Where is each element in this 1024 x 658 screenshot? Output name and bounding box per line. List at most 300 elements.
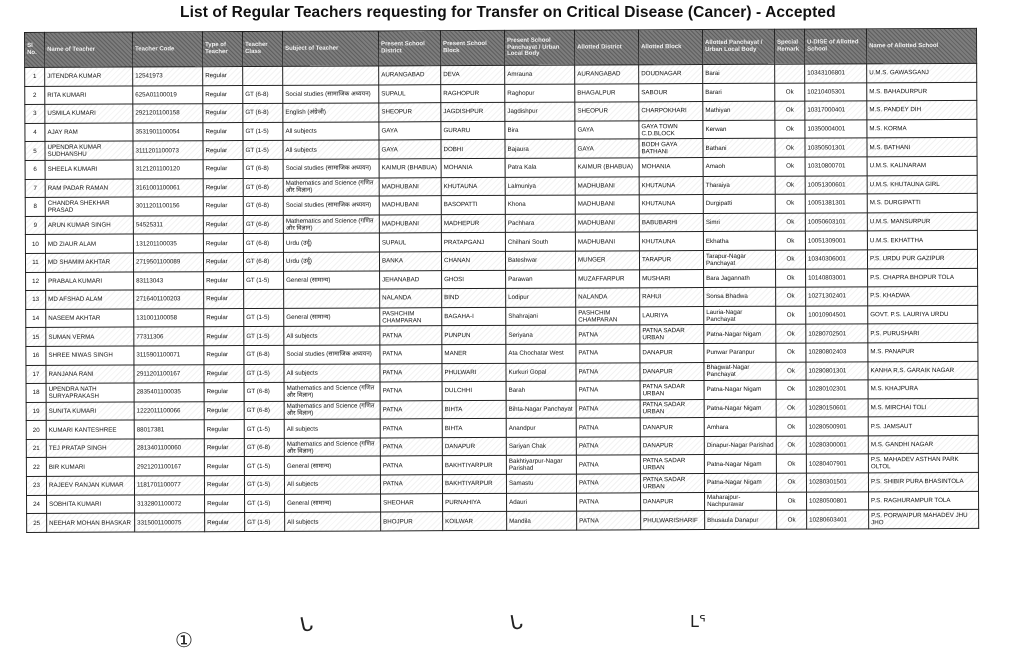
table-cell: PATNA: [380, 326, 442, 345]
table-cell: Ok: [776, 399, 806, 418]
table-cell: Regular: [204, 457, 244, 476]
table-cell: CHANDRA SHEKHAR PRASAD: [45, 197, 133, 216]
table-cell: GT (1-5): [244, 271, 284, 290]
column-header: Type of Teacher: [203, 32, 243, 67]
table-cell: GT (1-5): [243, 141, 283, 160]
table-row: [27, 510, 979, 533]
table-cell: All subjects: [283, 122, 379, 141]
table-cell: DANAPUR: [442, 437, 506, 456]
table-cell: SUPAUL: [379, 84, 441, 103]
table-cell: M.S. KHAJPURA: [868, 379, 978, 398]
table-cell: 10271302401: [806, 287, 868, 306]
table-cell: PATNA: [380, 345, 442, 364]
table-cell: GT (6-8): [243, 104, 283, 123]
table-cell: All subjects: [284, 326, 380, 345]
table-cell: Regular: [203, 141, 243, 160]
table-cell: Lodipur: [506, 288, 576, 307]
table-cell: Regular: [204, 345, 244, 364]
table-cell: Simri: [703, 213, 775, 232]
table-cell: 1: [25, 67, 45, 86]
table-cell: 10280603401: [807, 510, 869, 529]
table-cell: GT (1-5): [243, 122, 283, 141]
table-cell: BIND: [442, 289, 506, 308]
table-cell: SOBHITA KUMARI: [47, 495, 135, 514]
table-cell: All subjects: [284, 419, 380, 438]
table-cell: DANAPUR: [640, 343, 704, 362]
table-cell: MADHUBANI: [379, 196, 441, 215]
table-cell: MOHANIA: [441, 158, 505, 177]
table-cell: GHOSI: [442, 270, 506, 289]
table-cell: Mathematics and Science (गणित और विज्ञान): [284, 401, 380, 420]
table-cell: Barai: [703, 64, 775, 83]
table-cell: U.M.S. KALINARAM: [867, 156, 977, 175]
table-cell: MADHUBANI: [575, 214, 639, 233]
table-cell: GT (1-5): [244, 364, 284, 383]
table-cell: All subjects: [284, 475, 380, 494]
table-cell: Khona: [505, 195, 575, 214]
header-row: [25, 28, 977, 67]
table-cell: 10317000401: [805, 101, 867, 120]
table-cell: PATNA: [576, 400, 640, 419]
table-cell: 15: [26, 328, 46, 347]
table-cell: Mathematics and Science (गणित और विज्ञान): [283, 178, 379, 197]
table-cell: KHUTAUNA: [441, 177, 505, 196]
column-header: Allotted Panchayat / Urban Local Body: [702, 29, 774, 64]
table-cell: U.M.S. MANSURPUR: [867, 212, 977, 231]
table-cell: DOUDNAGAR: [639, 65, 703, 84]
table-cell: Ok: [776, 362, 806, 381]
table-cell: Ok: [775, 176, 805, 195]
table-cell: 10010904501: [806, 306, 868, 325]
column-header: Present School Block: [440, 30, 504, 65]
table-cell: 8: [25, 198, 45, 217]
table-cell: DANAPUR: [641, 492, 705, 511]
table-cell: Regular: [204, 383, 244, 402]
table-cell: MUSHARI: [640, 269, 704, 288]
table-cell: Seriyana: [506, 325, 576, 344]
table-cell: DOBHI: [441, 140, 505, 159]
table-cell: 10280702501: [806, 324, 868, 343]
table-cell: RITA KUMARI: [45, 86, 133, 105]
table-cell: BAKHTIYARPUR: [442, 474, 506, 493]
table-cell: 3111201100073: [133, 141, 203, 160]
table-cell: Bihta-Nagar Panchayat: [506, 400, 576, 419]
table-cell: MADHUBANI: [379, 214, 441, 233]
table-cell: GAYA: [379, 121, 441, 140]
table-cell: Ok: [777, 510, 807, 529]
table-cell: P.S. PURUSHARI: [868, 324, 978, 343]
table-cell: KAIMUR (BHABUA): [575, 158, 639, 177]
table-cell: BAKHTIYARPUR: [442, 456, 506, 475]
table-cell: Regular: [203, 234, 243, 253]
table-cell: MUNGER: [575, 251, 639, 270]
table-cell: Ok: [775, 213, 805, 232]
table-cell: Tarapur-Nagar Panchayat: [703, 250, 775, 269]
column-header: Sl No.: [25, 32, 45, 67]
table-cell: PURNAHIYA: [443, 493, 507, 512]
table-cell: 3315001100075: [135, 513, 205, 532]
table-cell: Patna-Nagar Nigam: [704, 455, 776, 474]
table-cell: KHUTAUNA: [639, 195, 703, 214]
table-cell: 12: [26, 272, 46, 291]
table-cell: 2719501100089: [133, 253, 203, 272]
table-cell: 54525311: [133, 215, 203, 234]
table-cell: GT (1-5): [244, 327, 284, 346]
table-cell: 2911201100167: [134, 364, 204, 383]
table-cell: SUMAN VERMA: [46, 327, 134, 346]
table-cell: [284, 289, 380, 308]
table-cell: Regular: [203, 122, 243, 141]
table-cell: PATNA: [576, 344, 640, 363]
table-cell: LAURIYA: [640, 306, 704, 325]
table-cell: KHUTAUNA: [639, 232, 703, 251]
column-header: U-DISE of Allotted School: [804, 29, 866, 64]
table-cell: Regular: [204, 308, 244, 327]
table-cell: 11: [25, 253, 45, 272]
table-cell: [244, 289, 284, 308]
table-cell: P.S. PORWAIPUR MAHADEV JHU JHO: [869, 510, 979, 529]
table-cell: AURANGABAD: [575, 65, 639, 84]
table-cell: PATNA SADAR URBAN: [640, 325, 704, 344]
table-cell: GT (6-8): [244, 401, 284, 420]
table-cell: Bateshwar: [505, 251, 575, 270]
table-cell: MD AFSHAD ALAM: [46, 290, 134, 309]
table-cell: BODH GAYA BATHANI: [639, 139, 703, 158]
table-cell: Lauria-Nagar Panchayat: [704, 306, 776, 325]
table-cell: Bhagwat-Nagar Panchayat: [704, 362, 776, 381]
table-cell: TEJ PRATAP SINGH: [46, 439, 134, 458]
table-cell: 7: [25, 179, 45, 198]
table-cell: 19: [26, 402, 46, 421]
table-cell: NEEHAR MOHAN BHASKAR: [47, 513, 135, 532]
table-cell: 10350501301: [805, 138, 867, 157]
table-cell: 3115901100071: [134, 346, 204, 365]
table-cell: Regular: [203, 178, 243, 197]
table-cell: PATNA: [380, 363, 442, 382]
table-cell: 10280301501: [806, 473, 868, 492]
table-cell: MANER: [442, 344, 506, 363]
table-cell: Regular: [203, 85, 243, 104]
table-cell: GOVT. P.S. LAURIYA URDU: [868, 305, 978, 324]
table-cell: PASHCHIM CHAMPARAN: [380, 307, 442, 326]
table-cell: 17: [26, 365, 46, 384]
table-cell: Mathiyan: [703, 101, 775, 120]
table-cell: PATNA: [576, 455, 640, 474]
table-header: [25, 28, 977, 67]
table-cell: Mathematics and Science (गणित और विज्ञान): [283, 215, 379, 234]
table-cell: GT (6-8): [243, 178, 283, 197]
table-cell: Bajaura: [505, 139, 575, 158]
table-cell: PATNA: [576, 437, 640, 456]
table-cell: MADHUBANI: [379, 177, 441, 196]
table-cell: Ok: [776, 455, 806, 474]
handwritten-signature: ᒐ: [297, 610, 315, 638]
table-cell: All subjects: [285, 512, 381, 531]
table-cell: 2921201100167: [134, 457, 204, 476]
table-cell: 10280801301: [806, 361, 868, 380]
table-cell: PUNPUN: [442, 326, 506, 345]
table-cell: GT (1-5): [244, 475, 284, 494]
table-cell: Samastu: [506, 474, 576, 493]
table-cell: 10051381301: [805, 194, 867, 213]
table-cell: GAYA: [575, 139, 639, 158]
table-cell: M.S. GANDHI NAGAR: [868, 435, 978, 454]
table-cell: 3161001100061: [133, 178, 203, 197]
table-cell: MADHUBANI: [575, 195, 639, 214]
table-cell: 25: [27, 514, 47, 533]
table-cell: Social studies (सामाजिक अध्ययन): [284, 345, 380, 364]
teacher-transfer-table: [24, 28, 979, 533]
table-cell: 10: [25, 235, 45, 254]
table-cell: PATNA: [380, 438, 442, 457]
table-cell: USMILA KUMARI: [45, 104, 133, 123]
table-cell: P.S. MAHADEV ASTHAN PARK OLTOL: [868, 454, 978, 473]
table-cell: PATNA: [380, 456, 442, 475]
table-cell: SHEOPUR: [575, 102, 639, 121]
table-cell: GT (6-8): [244, 345, 284, 364]
table-cell: M.S. MIRCHAI TOLI: [868, 398, 978, 417]
table-cell: Durgipatti: [703, 194, 775, 213]
table-cell: SHREE NIWAS SINGH: [46, 346, 134, 365]
column-header: Teacher Class: [243, 31, 283, 66]
table-cell: BHAGALPUR: [575, 83, 639, 102]
table-cell: Barari: [703, 83, 775, 102]
table-cell: All subjects: [284, 363, 380, 382]
column-header: Name of Allotted School: [866, 28, 976, 63]
table-cell: AJAY RAM: [45, 123, 133, 142]
table-cell: M.S. PANAPUR: [868, 342, 978, 361]
table-cell: GAYA: [575, 121, 639, 140]
table-cell: 3121201100120: [133, 160, 203, 179]
table-cell: 10280407901: [806, 454, 868, 473]
table-cell: Regular: [204, 401, 244, 420]
table-cell: Social studies (सामाजिक अध्ययन): [283, 196, 379, 215]
table-cell: Ok: [775, 83, 805, 102]
table-cell: GT (6-8): [243, 85, 283, 104]
table-cell: 20: [26, 421, 46, 440]
table-cell: Ok: [776, 269, 806, 288]
table-cell: DEVA: [441, 65, 505, 84]
table-cell: 12541973: [133, 67, 203, 86]
table-cell: PATNA: [380, 400, 442, 419]
table-cell: Social studies (सामाजिक अध्ययन): [283, 85, 379, 104]
table-cell: Regular: [204, 271, 244, 290]
table-cell: Jagdishpur: [505, 102, 575, 121]
table-cell: 10310800701: [805, 157, 867, 176]
table-cell: Regular: [204, 476, 244, 495]
table-cell: [775, 64, 805, 83]
handwritten-signature: ᒐ: [508, 609, 525, 635]
table-cell: Regular: [204, 364, 244, 383]
table-cell: 14: [26, 309, 46, 328]
table-cell: Regular: [203, 215, 243, 234]
table-cell: U.M.S. GAWASGANJ: [867, 63, 977, 82]
table-cell: 625A01100019: [133, 85, 203, 104]
table-cell: Mathematics and Science (गणित और विज्ञान): [284, 382, 380, 401]
table-cell: Ok: [776, 436, 806, 455]
table-cell: [283, 66, 379, 85]
table-cell: PATNA: [576, 418, 640, 437]
column-header: Subject of Teacher: [282, 31, 378, 66]
table-cell: DULCHHI: [442, 381, 506, 400]
table-cell: 10343106801: [805, 64, 867, 83]
table-cell: Ok: [775, 231, 805, 250]
table-cell: Bara Jagannath: [704, 269, 776, 288]
table-cell: 10280500801: [807, 491, 869, 510]
table-cell: Dinapur-Nagar Parishad: [704, 436, 776, 455]
table-cell: P.S. KHADWA: [868, 286, 978, 305]
table-cell: Sonsa Bhadwa: [704, 287, 776, 306]
table-cell: Regular: [205, 494, 245, 513]
table-cell: SUPAUL: [379, 233, 441, 252]
table-cell: M.S. BATHANI: [867, 138, 977, 157]
table-cell: M.S. DURGIPATTI: [867, 193, 977, 212]
table-cell: KAIMUR (BHABUA): [379, 159, 441, 178]
table-cell: SHEELA KUMARI: [45, 160, 133, 179]
table-cell: Patra Kala: [505, 158, 575, 177]
table-cell: BHOJPUR: [381, 512, 443, 531]
table-cell: Regular: [204, 290, 244, 309]
table-cell: Amaoh: [703, 157, 775, 176]
table-cell: 22: [26, 458, 46, 477]
table-cell: PATNA: [576, 325, 640, 344]
table-cell: MADHUBANI: [575, 176, 639, 195]
table-cell: PRABALA KUMARI: [46, 272, 134, 291]
table-cell: Ok: [776, 473, 806, 492]
table-cell: 2835401100035: [134, 383, 204, 402]
table-cell: 131201100035: [133, 234, 203, 253]
table-cell: PHULWARISHARIF: [641, 511, 705, 530]
table-cell: Ekhatha: [703, 232, 775, 251]
table-cell: 88017381: [134, 420, 204, 439]
table-cell: M.S. KORMA: [867, 119, 977, 138]
table-cell: 10280500901: [806, 417, 868, 436]
table-cell: Ata Chochatar West: [506, 344, 576, 363]
table-cell: PATNA: [577, 511, 641, 530]
table-cell: Regular: [203, 67, 243, 86]
table-cell: 16: [26, 346, 46, 365]
table-cell: Ok: [777, 492, 807, 511]
table-cell: U.M.S. KHUTAUNA GIRL: [867, 175, 977, 194]
table-cell: P.S. URDU PUR GAZIPUR: [867, 249, 977, 268]
table-cell: Maharajpur-Nachpurawar: [705, 492, 777, 511]
table-cell: BABUBARHI: [639, 213, 703, 232]
table-cell: Bathani: [703, 139, 775, 158]
table-cell: Ok: [776, 324, 806, 343]
table-cell: RAM PADAR RAMAN: [45, 179, 133, 198]
table-cell: Bhusaula Danapur: [705, 510, 777, 529]
table-cell: Regular: [205, 513, 245, 532]
table-cell: GAYA: [379, 140, 441, 159]
table-cell: 9: [25, 216, 45, 235]
table-cell: KUMARI KANTESHREE: [46, 420, 134, 439]
table-cell: PHULWARI: [442, 363, 506, 382]
table-cell: KOILWAR: [443, 512, 507, 531]
table-cell: English (अंग्रेजी): [283, 103, 379, 122]
table-cell: 3531901100054: [133, 123, 203, 142]
table-cell: RANJANA RANI: [46, 365, 134, 384]
table-cell: 1181701100077: [134, 476, 204, 495]
table-cell: 10340306001: [805, 250, 867, 269]
table-cell: 1222011100066: [134, 401, 204, 420]
table-cell: RAJEEV RANJAN KUMAR: [46, 476, 134, 495]
table-cell: Ok: [775, 101, 805, 120]
table-cell: Ok: [775, 120, 805, 139]
table-cell: KANHA R.S. GARAIK NAGAR: [868, 361, 978, 380]
document-sheet: [24, 28, 979, 612]
table-cell: MD SHAMIM AKHTAR: [45, 253, 133, 272]
table-cell: GT (6-8): [244, 382, 284, 401]
table-cell: JITENDRA KUMAR: [45, 67, 133, 86]
table-cell: M.S. PANDEY DIH: [867, 101, 977, 120]
table-cell: 4: [25, 123, 45, 142]
table-cell: Kurkuri Gopal: [506, 363, 576, 382]
table-cell: Ok: [776, 306, 806, 325]
table-cell: NALANDA: [380, 289, 442, 308]
table-cell: 23: [26, 476, 46, 495]
table-cell: 3132801100072: [135, 494, 205, 513]
table-cell: SABOUR: [639, 83, 703, 102]
table-cell: General (सामान्य): [284, 270, 380, 289]
table-cell: GT (1-5): [244, 420, 284, 439]
column-header: Allotted Block: [638, 30, 702, 65]
page-title: List of Regular Teachers requesting for Transfer on Critical Disease (Cancer) - Accepted: [180, 4, 836, 21]
table-cell: Ok: [776, 343, 806, 362]
table-cell: Amhara: [704, 418, 776, 437]
table-cell: PATNA SADAR URBAN: [640, 474, 704, 493]
table-cell: UPENDRA NATH SURYAPRAKASH: [46, 383, 134, 402]
table-cell: P.S. JAMSAUT: [868, 417, 978, 436]
table-cell: PATNA: [576, 474, 640, 493]
table-cell: Regular: [203, 197, 243, 216]
table-cell: DANAPUR: [640, 418, 704, 437]
table-cell: All subjects: [283, 140, 379, 159]
table-cell: Patna-Nagar Nigam: [704, 473, 776, 492]
column-header: Name of Teacher: [45, 32, 133, 67]
table-cell: Ok: [776, 380, 806, 399]
table-cell: 6: [25, 160, 45, 179]
table-cell: 10051300601: [805, 175, 867, 194]
table-cell: JAGDISHPUR: [441, 103, 505, 122]
table-cell: GURARU: [441, 121, 505, 140]
table-cell: MD ZIAUR ALAM: [45, 234, 133, 253]
table-cell: DANAPUR: [640, 362, 704, 381]
table-cell: SHEOPUR: [379, 103, 441, 122]
table-cell: P.S. SHIBIR PURA BHASINTOLA: [868, 472, 978, 491]
table-cell: GT (1-5): [244, 457, 284, 476]
table-cell: General (सामान्य): [285, 494, 381, 513]
table-cell: Regular: [204, 438, 244, 457]
table-cell: GT (1-5): [245, 494, 285, 513]
table-cell: Ok: [775, 250, 805, 269]
table-cell: Barah: [506, 381, 576, 400]
table-cell: U.M.S. EKHATTHA: [867, 231, 977, 250]
column-header: Teacher Code: [133, 32, 203, 67]
table-cell: GT (1-5): [245, 513, 285, 532]
table-cell: Kerwan: [703, 120, 775, 139]
table-cell: PASHCHIM CHAMPARAN: [576, 307, 640, 326]
table-cell: Patna-Nagar Nigam: [704, 380, 776, 399]
table-cell: GT (6-8): [243, 234, 283, 253]
table-cell: BAGAHA-I: [442, 307, 506, 326]
column-header: Present School Panchayat / Urban Local Body: [504, 30, 574, 65]
table-cell: 5: [25, 142, 45, 161]
table-cell: PRATAPGANJ: [441, 233, 505, 252]
table-cell: Chilhani South: [505, 232, 575, 251]
table-cell: 2: [25, 86, 45, 105]
table-cell: RAGHOPUR: [441, 84, 505, 103]
table-cell: 10350004001: [805, 120, 867, 139]
